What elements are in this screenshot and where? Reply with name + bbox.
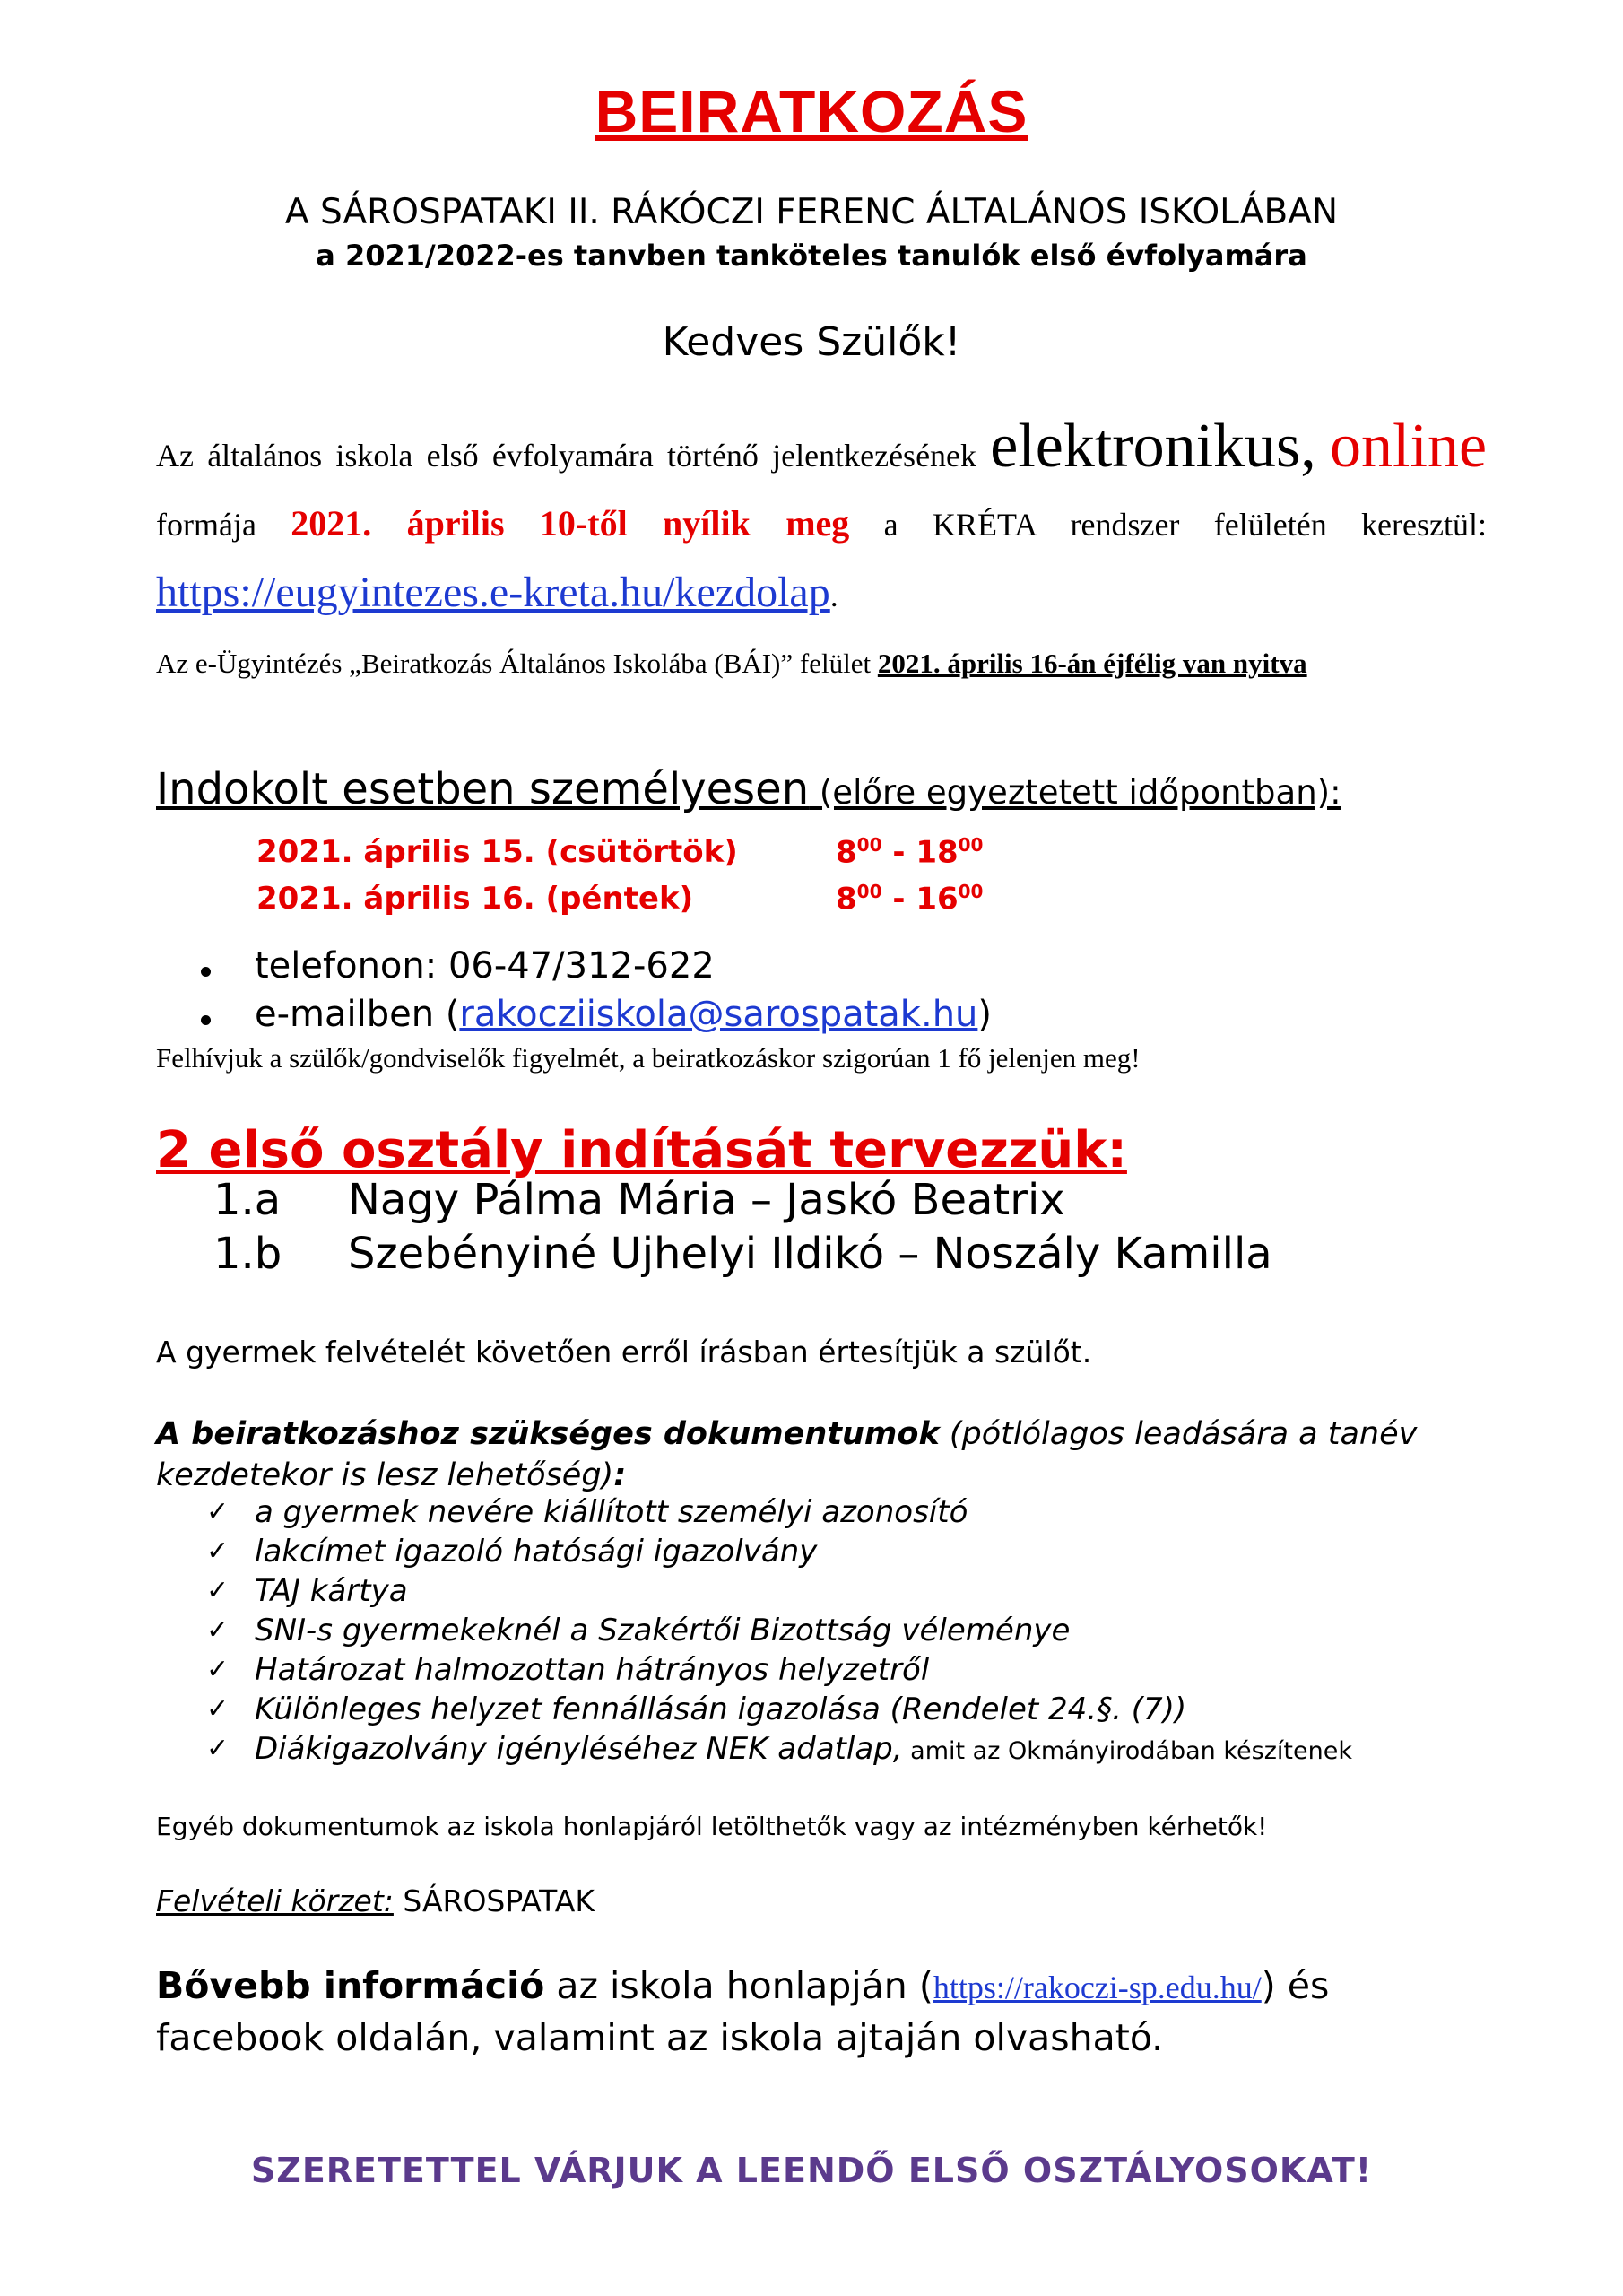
check-icon: ✓: [206, 1693, 230, 1725]
document-item: ✓ a gyermek nevére kiállított személyi azonosító: [206, 1494, 968, 1530]
documents-heading: A beiratkozáshoz szükséges dokumentumok (pótlólagos leadására a tanév kezdetekor is lesz lehetőség):: [156, 1416, 1418, 1493]
email-link[interactable]: rakocziiskola@sarospatak.hu: [459, 994, 978, 1035]
e-ugyintezes-paragraph: [156, 644, 1487, 683]
schedule-date-1: 2021. április 15. (csütörtök): [256, 834, 738, 870]
more-info-paragraph: Bővebb információ az iskola honlapján (https://rakoczi-sp.edu.hu/) és facebook oldalán, valamint az iskola ajtaján olvasható.: [156, 1964, 1330, 2059]
check-icon: ✓: [206, 1733, 230, 1764]
notification-text: A gyermek felvételét követően erről írásban értesítjük a szülőt.: [156, 1335, 1092, 1370]
district-value: SÁROSPATAK: [393, 1883, 595, 1918]
personal-enrollment-heading: [156, 764, 1341, 814]
intro-text-1: Az általános iskola első évfolyamára történő jelentkezésének: [156, 438, 991, 474]
bullet-icon: [201, 1015, 211, 1025]
page-title: BEIRATKOZÁS: [595, 78, 1028, 144]
district-label: Felvételi körzet:: [156, 1883, 394, 1918]
closing-message: SZERETETTEL VÁRJUK A LEENDŐ ELSŐ OSZTÁLYOSOKAT!: [250, 2151, 1373, 2190]
check-icon: ✓: [206, 1535, 230, 1567]
class-label-1b: 1.b: [213, 1229, 282, 1279]
intro-period: .: [829, 578, 838, 613]
document-item: ✓ lakcímet igazoló hatósági igazolvány: [206, 1534, 818, 1570]
personal-paren: (előre egyeztetett időpontban):: [809, 773, 1341, 812]
schedule-time-1: $8^{00} - 18^{00}$: [836, 834, 984, 871]
more-info-bold: Bővebb információ: [156, 1964, 545, 2007]
school-year-subtitle: a 2021/2022-es tanvben tanköteles tanulók első évfolyamára: [316, 239, 1307, 273]
eugy-text: Az e-Ügyintézés „Beiratkozás Általános Iskolába (BÁI)” felület: [156, 648, 878, 679]
eugy-deadline: 2021. április 16-án éjfélig van nyitva: [877, 648, 1307, 679]
greeting: Kedves Szülők!: [662, 319, 961, 365]
intro-start-date: 2021. április 10-től nyílik meg: [291, 503, 850, 544]
school-name: A SÁROSPATAKI II. RÁKÓCZI FERENC ÁLTALÁNOS ISKOLÁBAN: [284, 192, 1339, 232]
document-item: ✓ TAJ kártya: [206, 1573, 408, 1609]
schedule-date-2: 2021. április 16. (péntek): [256, 881, 694, 917]
intro-text-2: formája: [156, 507, 291, 543]
check-icon: ✓: [206, 1614, 230, 1646]
check-icon: ✓: [206, 1496, 230, 1527]
intro-electronic: elektronikus,: [990, 412, 1316, 481]
intro-paragraph: [156, 413, 1487, 630]
personal-main: Indokolt esetben személyesen: [156, 764, 810, 814]
document-item-note: amit az Okmányirodában készítenek: [902, 1737, 1352, 1765]
contact-phone: telefonon: 06-47/312-622: [206, 945, 715, 987]
admission-district: [156, 1883, 595, 1918]
notice-text: Felhívjuk a szülők/gondviselők figyelmét, a beiratkozáskor szigorúan 1 fő jelenjen meg!: [156, 1042, 1141, 1074]
check-icon: ✓: [206, 1654, 230, 1685]
document-item: ✓ Különleges helyzet fennállásán igazolása (Rendelet 24.§. (7)): [206, 1692, 1187, 1727]
school-website-link[interactable]: https://rakoczi-sp.edu.hu/: [933, 1970, 1262, 2005]
bullet-icon: [201, 967, 211, 977]
schedule-time-2: $8^{00} - 16^{00}$: [836, 881, 984, 918]
contact-email: e-mailben (rakocziiskola@sarospatak.hu): [206, 994, 992, 1035]
check-icon: ✓: [206, 1575, 230, 1606]
class-teachers-1b: Szebényiné Ujhelyi Ildikó – Noszály Kamilla: [348, 1229, 1272, 1279]
class-teachers-1a: Nagy Pálma Mária – Jaskó Beatrix: [348, 1175, 1065, 1225]
kreta-link[interactable]: https://eugyintezes.e-kreta.hu/kezdolap: [156, 569, 830, 616]
other-documents-text: Egyéb dokumentumok az iskola honlapjáról letölthetők vagy az intézményben kérhetők!: [156, 1812, 1268, 1841]
document-item: ✓ SNI-s gyermekeknél a Szakértői Bizottság véleménye: [206, 1613, 1071, 1648]
classes-heading: 2 első osztály indítását tervezzük:: [156, 1121, 1127, 1179]
intro-text-3: a KRÉTA rendszer felületén keresztül:: [849, 507, 1487, 543]
document-item: ✓ Diákigazolvány igényléséhez NEK adatlap, amit az Okmányirodában készítenek: [206, 1731, 1352, 1767]
intro-online: online: [1330, 412, 1488, 481]
class-label-1a: 1.a: [213, 1175, 282, 1225]
document-item: ✓ Határozat halmozottan hátrányos helyzetről: [206, 1652, 930, 1688]
